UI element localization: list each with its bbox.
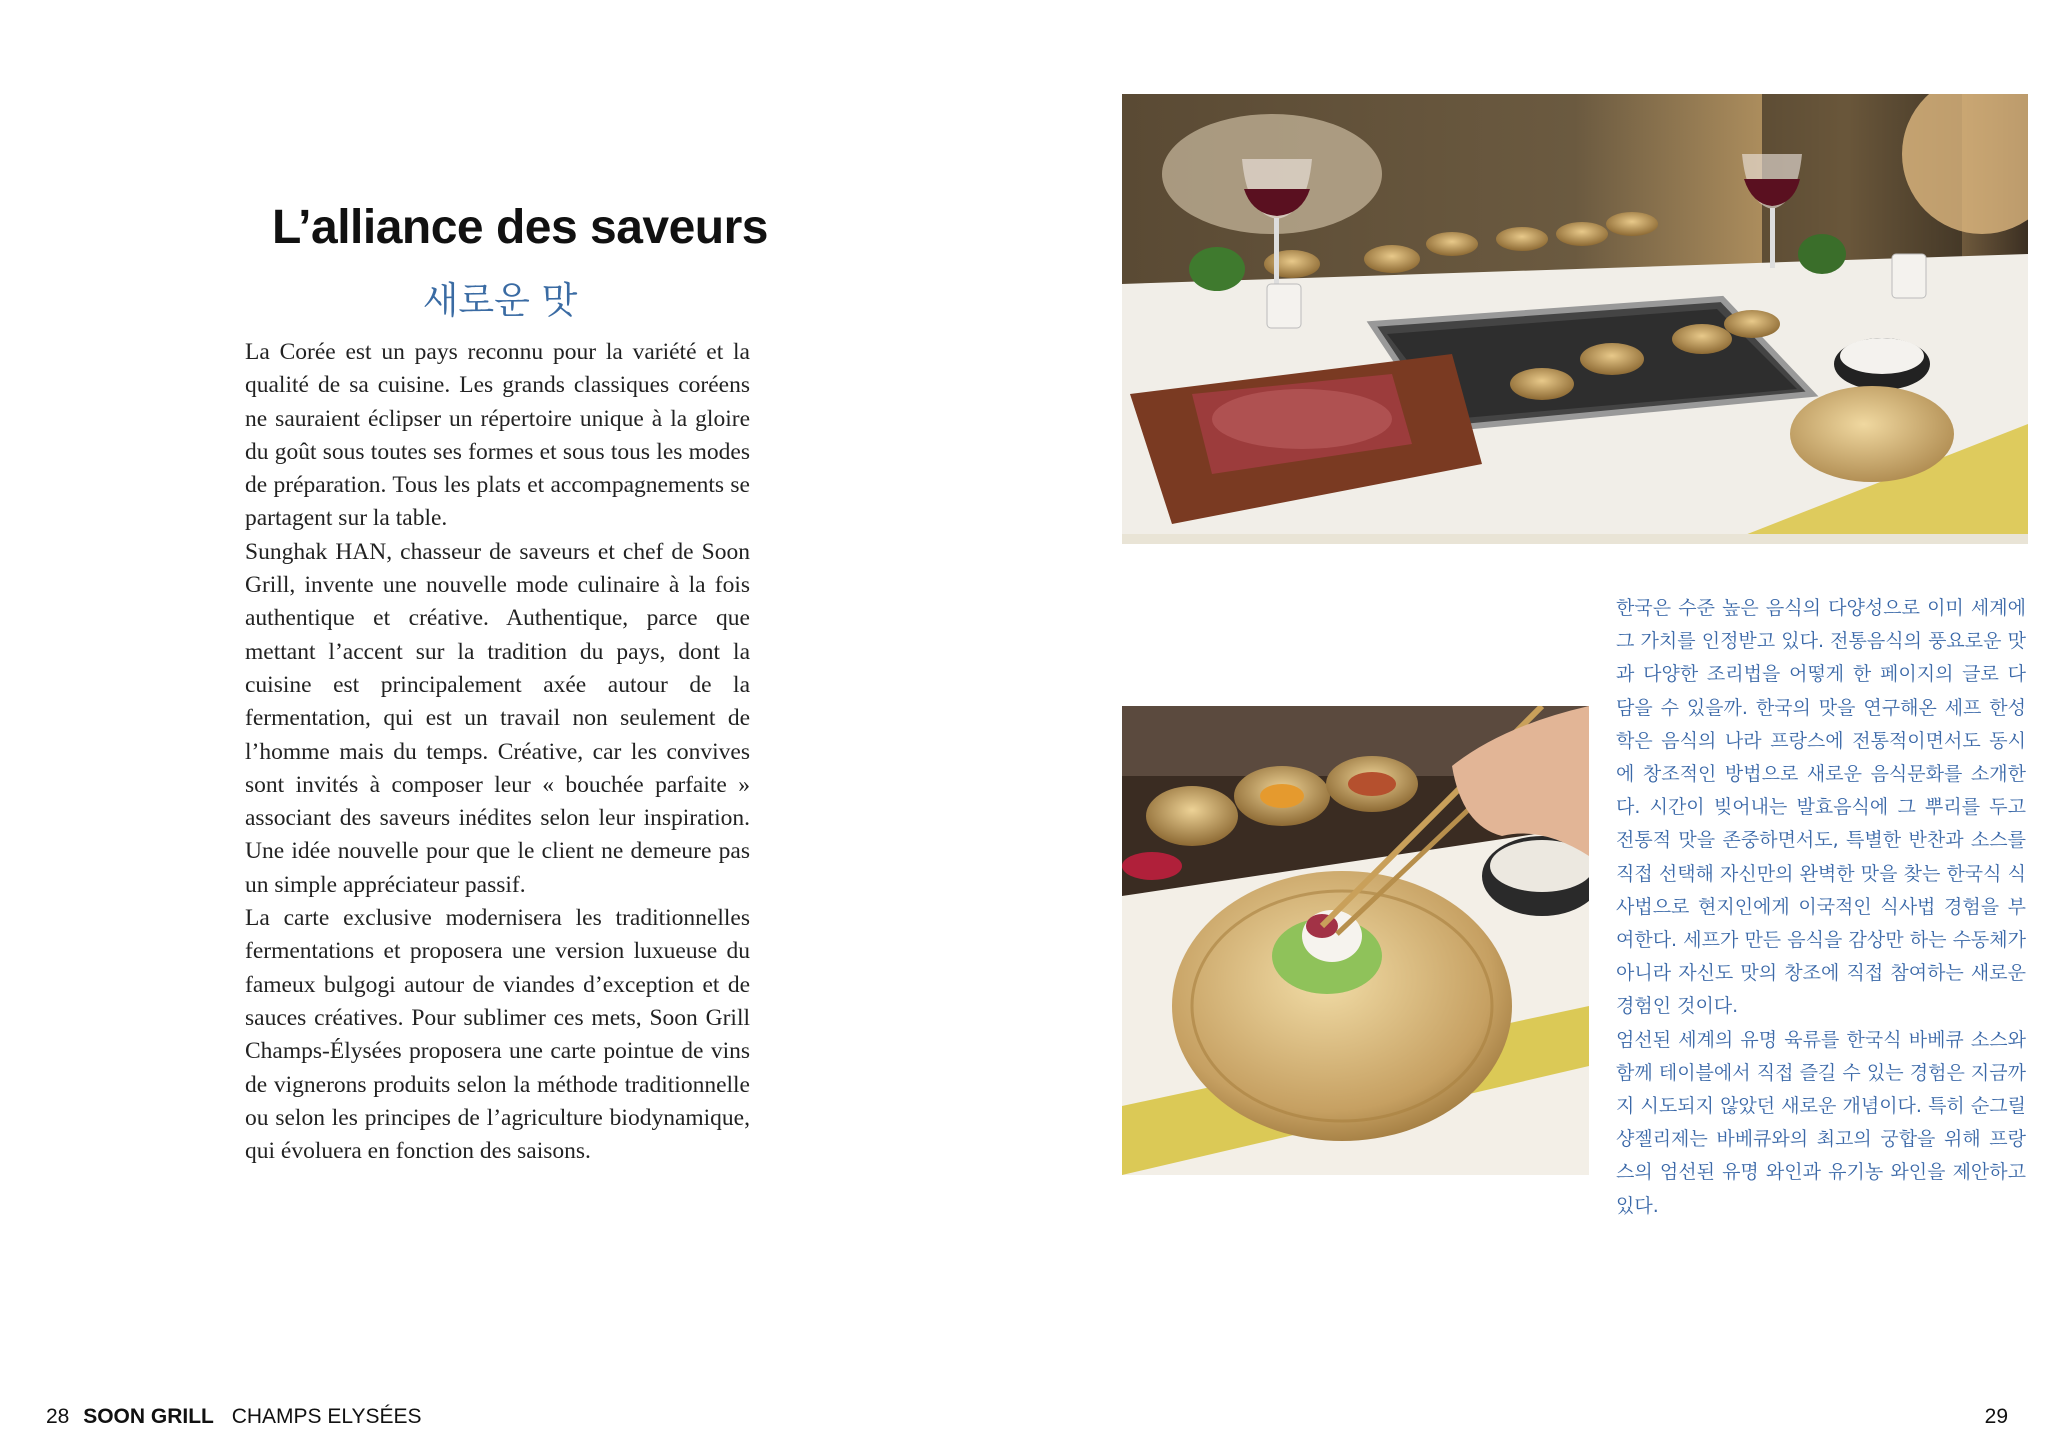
lettuce-wrap-photo <box>1122 706 1589 1175</box>
page-number-left: 28 <box>46 1405 70 1428</box>
article-subtitle-korean: 새로운 맛 <box>422 279 578 322</box>
page-number-right: 29 <box>1984 1405 2008 1428</box>
korean-paragraph: 한국은 수준 높은 음식의 다양성으로 이미 세계에 그 가치를 인정받고 있다. 전통음식의 풍요로운 맛과 다양한 조리법을 어떻게 한 페이지의 글로 다 담을 수 있을까. 한국의 맛을 연구해온 세프 한성학은 음식의 나라 프랑스에 전통적이면서도 동시에 창조적인 방법으로 새로운 음식문화를 소개한다. 시간이 빚어내는 발효음식에 그 뿌리를 두고 전통적 맛을 존중하면서도, 특별한 반찬과 소스를 직접 선택해 자신만의 완벽한 맛을 찾는 한국식 식사법으로 현지인에게 이국적인 식사법 경험을 부여한다. 세프가 만든 음식을 감상만 하는 수동체가 아니라 자신도 맛의 창조에 직접 참여하는 새로운 경험인 것이다. <box>1616 597 2026 1018</box>
footer-left <box>46 1405 422 1429</box>
bbq-table-photo <box>1122 94 2028 544</box>
french-paragraph: Sunghak HAN, chasseur de saveurs et chef de Soon Grill, invente une nouvelle mode culinaire à la fois authentique et créative. Authentique, parce que mettant l’accent sur la tradition du pays, dont la cuisine est principalement axée autour de la fermentation, qui est un travail non seulement de l’homme mais du temps. Créative, car les convives sont invités à composer leur « bouchée parfaite » associant des saveurs inédites selon leur inspiration. Une idée nouvelle pour que le client ne demeure pas un simple appréciateur passif. <box>245 538 750 898</box>
korean-paragraph: 엄선된 세계의 유명 육류를 한국식 바베큐 소스와 함께 테이블에서 직접 즐길 수 있는 경험은 지금까지 시도되지 않았던 새로운 개념이다. 특히 순그릴 샹젤리제는 바베큐와의 최고의 궁합을 위해 프랑스의 엄선된 유명 와인과 유기농 와인을 제안하고 있다. <box>1616 1028 2026 1217</box>
korean-body-text <box>1616 592 2026 1223</box>
french-paragraph: La carte exclusive modernisera les traditionnelles fermentations et proposera une version luxueuse du fameux bulgogi autour de viandes d’exception et de sauces créatives. Pour sublimer ces mets, Soon Grill Champs-Élysées proposera une carte pointue de vins de vignerons produits selon la méthode traditionnelle ou selon les principes de l’agriculture biodynamique, qui évoluera en fonction des saisons. <box>245 905 750 1165</box>
footer-location: CHAMPS ELYSÉES <box>231 1405 422 1428</box>
french-paragraph: La Corée est un pays reconnu pour la variété et la qualité de sa cuisine. Les grands classiques coréens ne sauraient éclipser un répertoire unique à la gloire du goût sous toutes ses formes et sous tous les modes de préparation. Tous les plats et accompagnements se partagent sur la table. <box>245 339 750 532</box>
article-title: L’alliance des saveurs <box>272 201 768 254</box>
footer-brand: SOON GRILL <box>83 1405 214 1428</box>
french-body-text <box>245 336 750 1168</box>
